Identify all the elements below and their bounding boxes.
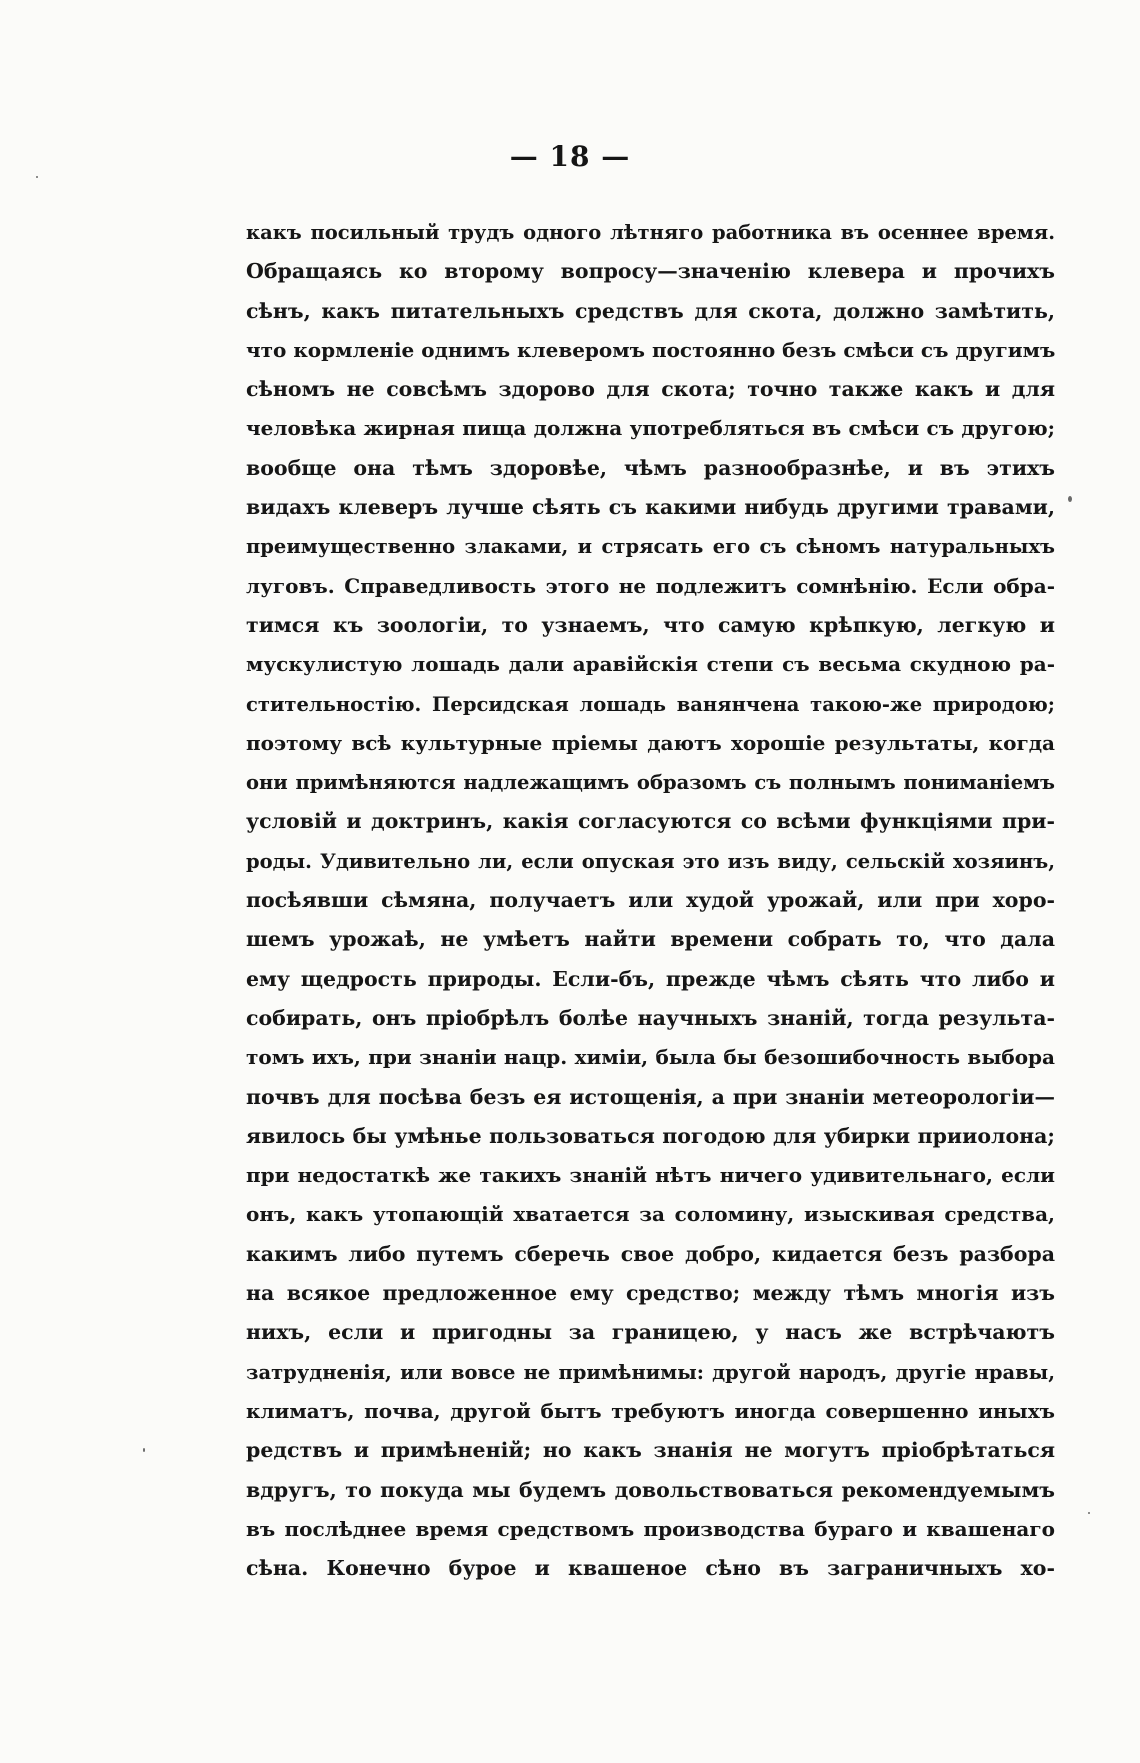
text-line: редствъ и примѣненій; но какъ знанія не могутъ пріобрѣтаться	[246, 1438, 1055, 1463]
text-line: стительностію. Персидская лошадь ванянчена такою-же природою;	[246, 692, 1055, 716]
text-line: Обращаясь ко второму вопросу—значенію клевера и прочихъ	[246, 259, 1055, 284]
text-line: въ послѣднее время средствомъ производства бураго и квашенаго	[246, 1516, 1055, 1541]
text-line: луговъ. Справедливость этого не подлежитъ сомнѣнію. Если обра-	[246, 573, 1055, 598]
text-line: явилось бы умѣнье пользоваться погодою для убирки прииолона;	[246, 1123, 1055, 1148]
scan-speck	[143, 1448, 145, 1452]
text-line: какимъ либо путемъ сберечь свое добро, кидается безъ разбора	[246, 1241, 1055, 1266]
text-line: они примѣняются надлежащимъ образомъ съ полнымъ пониманіемъ	[246, 771, 1055, 795]
text-line: нихъ, если и пригодны за границею, у насъ же встрѣчаютъ	[246, 1320, 1055, 1345]
text-line: томъ ихъ, при знаніи нацр. химіи, была бы безошибочность выбора	[246, 1045, 1055, 1070]
text-line: сѣна. Конечно бурое и квашеное сѣно въ заграничныхъ хо-	[246, 1556, 1055, 1581]
text-line: мускулистую лошадь дали аравійскія степи съ весьма скудною ра-	[246, 652, 1055, 677]
text-line: сѣномъ не совсѣмъ здорово для скота; точно также какъ и для	[246, 377, 1055, 402]
text-line: на всякое предложенное ему средство; между тѣмъ многія изъ	[246, 1281, 1055, 1306]
text-line: затрудненія, или вовсе не примѣнимы: другой народъ, другіе нравы,	[246, 1360, 1055, 1384]
text-line: посѣявши сѣмяна, получаетъ или худой урожай, или при хоро-	[246, 888, 1055, 913]
text-line: видахъ клеверъ лучше сѣять съ какими нибудь другими травами,	[246, 495, 1055, 520]
text-line: человѣка жирная пища должна употребляться въ смѣси съ другою;	[246, 416, 1055, 441]
text-line: какъ посильный трудъ одного лѣтняго работника въ осеннее время.	[246, 221, 1055, 244]
text-line: поэтому всѣ культурные пріемы даютъ хорошіе результаты, когда	[246, 730, 1055, 755]
text-line: что кормленіе однимъ клеверомъ постоянно безъ смѣси съ другимъ	[246, 337, 1055, 362]
text-line: вдругъ, то покуда мы будемъ довольствоваться рекомендуемымъ	[246, 1477, 1055, 1502]
text-line: климатъ, почва, другой бытъ требуютъ иногда совершенно иныхъ	[246, 1398, 1055, 1423]
body-text	[246, 213, 1055, 1588]
text-line: условій и доктринъ, какія согласуются со всѣми функціями при-	[246, 809, 1055, 834]
text-line: почвъ для посѣва безъ ея истощенія, а при знаніи метеорологіи—	[246, 1084, 1055, 1109]
text-line: собирать, онъ пріобрѣлъ болѣе научныхъ знаній, тогда результа-	[246, 1005, 1055, 1030]
text-line: онъ, какъ утопающій хватается за соломину, изыскивая средства,	[246, 1202, 1055, 1227]
text-line: сѣнъ, какъ питательныхъ средствъ для скота, должно замѣтить,	[246, 298, 1055, 323]
page-number: — 18 —	[509, 140, 631, 173]
scan-speck	[1088, 1512, 1090, 1514]
text-line: роды. Удивительно ли, если опуская это изъ виду, сельскій хозяинъ,	[246, 849, 1055, 873]
text-line: при недостаткѣ же такихъ знаній нѣтъ ничего удивительнаго, если	[246, 1163, 1055, 1188]
text-line: преимущественно злаками, и стрясать его съ сѣномъ натуральныхъ	[246, 535, 1055, 559]
scan-speck	[36, 176, 38, 178]
text-line: шемъ урожаѣ, не умѣетъ найти времени собрать то, что дала	[246, 927, 1055, 952]
text-line: тимся къ зоологіи, то узнаемъ, что самую крѣпкую, легкую и	[246, 612, 1055, 637]
text-line: вообще она тѣмъ здоровѣе, чѣмъ разнообразнѣе, и въ этихъ	[246, 455, 1055, 480]
text-line: ему щедрость природы. Если-бъ, прежде чѣмъ сѣять что либо и	[246, 966, 1055, 991]
scan-speck	[1068, 496, 1072, 502]
